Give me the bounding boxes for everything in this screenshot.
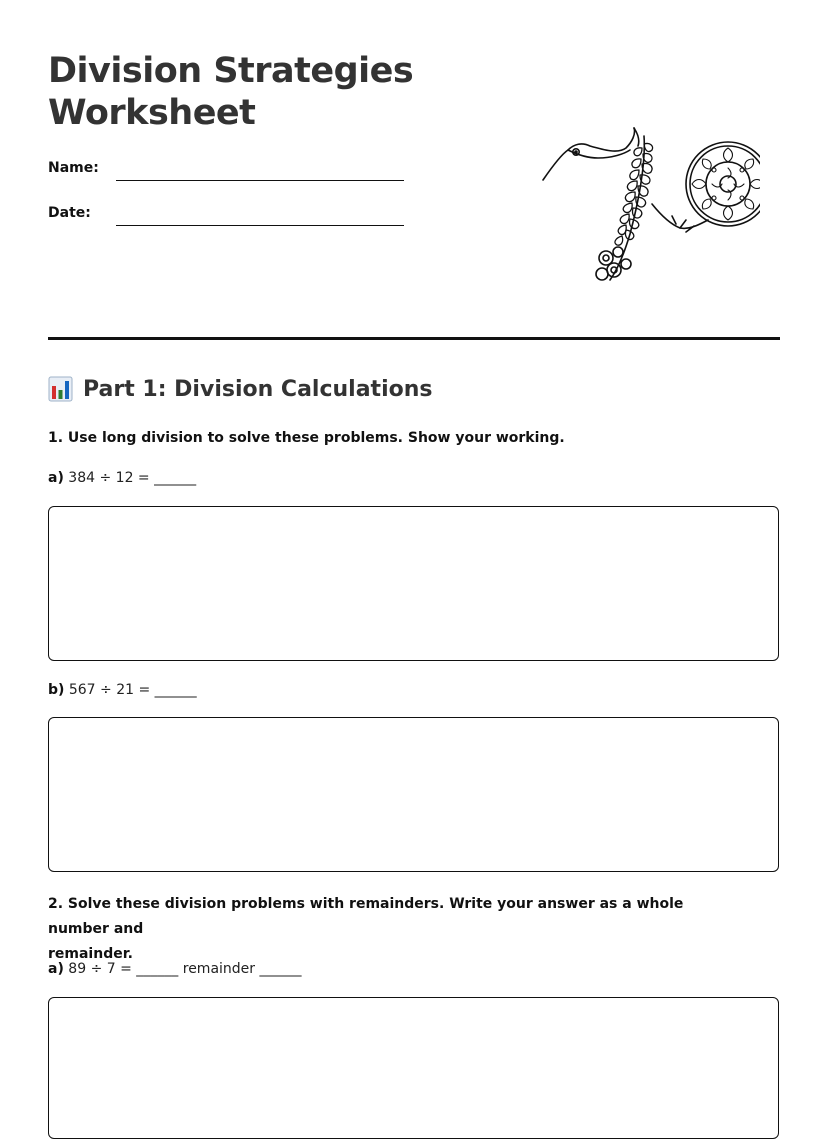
question-1b-letter: b)	[48, 682, 65, 698]
name-label: Name:	[48, 160, 99, 176]
question-1a-text: 384 ÷ 12 = ______	[63, 470, 197, 486]
question-1b-work-area[interactable]	[48, 717, 779, 872]
question-2a-letter: a)	[48, 961, 64, 977]
title-line-1: Division Strategies	[48, 51, 414, 91]
part-1-heading	[48, 374, 432, 404]
question-2-prompt-line-2: remainder.	[48, 946, 133, 962]
question-2a	[48, 959, 302, 979]
date-label: Date:	[48, 205, 91, 221]
name-field[interactable]	[116, 180, 404, 181]
kiwi-bird-fern-koru-icon	[540, 124, 760, 288]
worksheet-page	[48, 0, 780, 1118]
question-2-prompt	[48, 892, 748, 967]
question-1a	[48, 468, 196, 488]
question-1b	[48, 680, 197, 700]
part-1-title: Part 1: Division Calculations	[83, 376, 433, 402]
section-divider	[48, 337, 780, 340]
title-line-2: Worksheet	[48, 93, 256, 133]
question-1a-letter: a)	[48, 470, 64, 486]
question-2a-text: 89 ÷ 7 = ______ remainder ______	[63, 961, 302, 977]
page-title	[48, 50, 413, 134]
question-1b-text: 567 ÷ 21 = ______	[64, 682, 197, 698]
bar-chart-icon	[48, 376, 73, 402]
question-1-prompt: 1. Use long division to solve these problems. Show your working.	[48, 430, 565, 446]
question-2-prompt-line-1: 2. Solve these division problems with remainders. Write your answer as a whole number and	[48, 896, 684, 937]
question-1a-work-area[interactable]	[48, 506, 779, 661]
date-field[interactable]	[116, 225, 404, 226]
